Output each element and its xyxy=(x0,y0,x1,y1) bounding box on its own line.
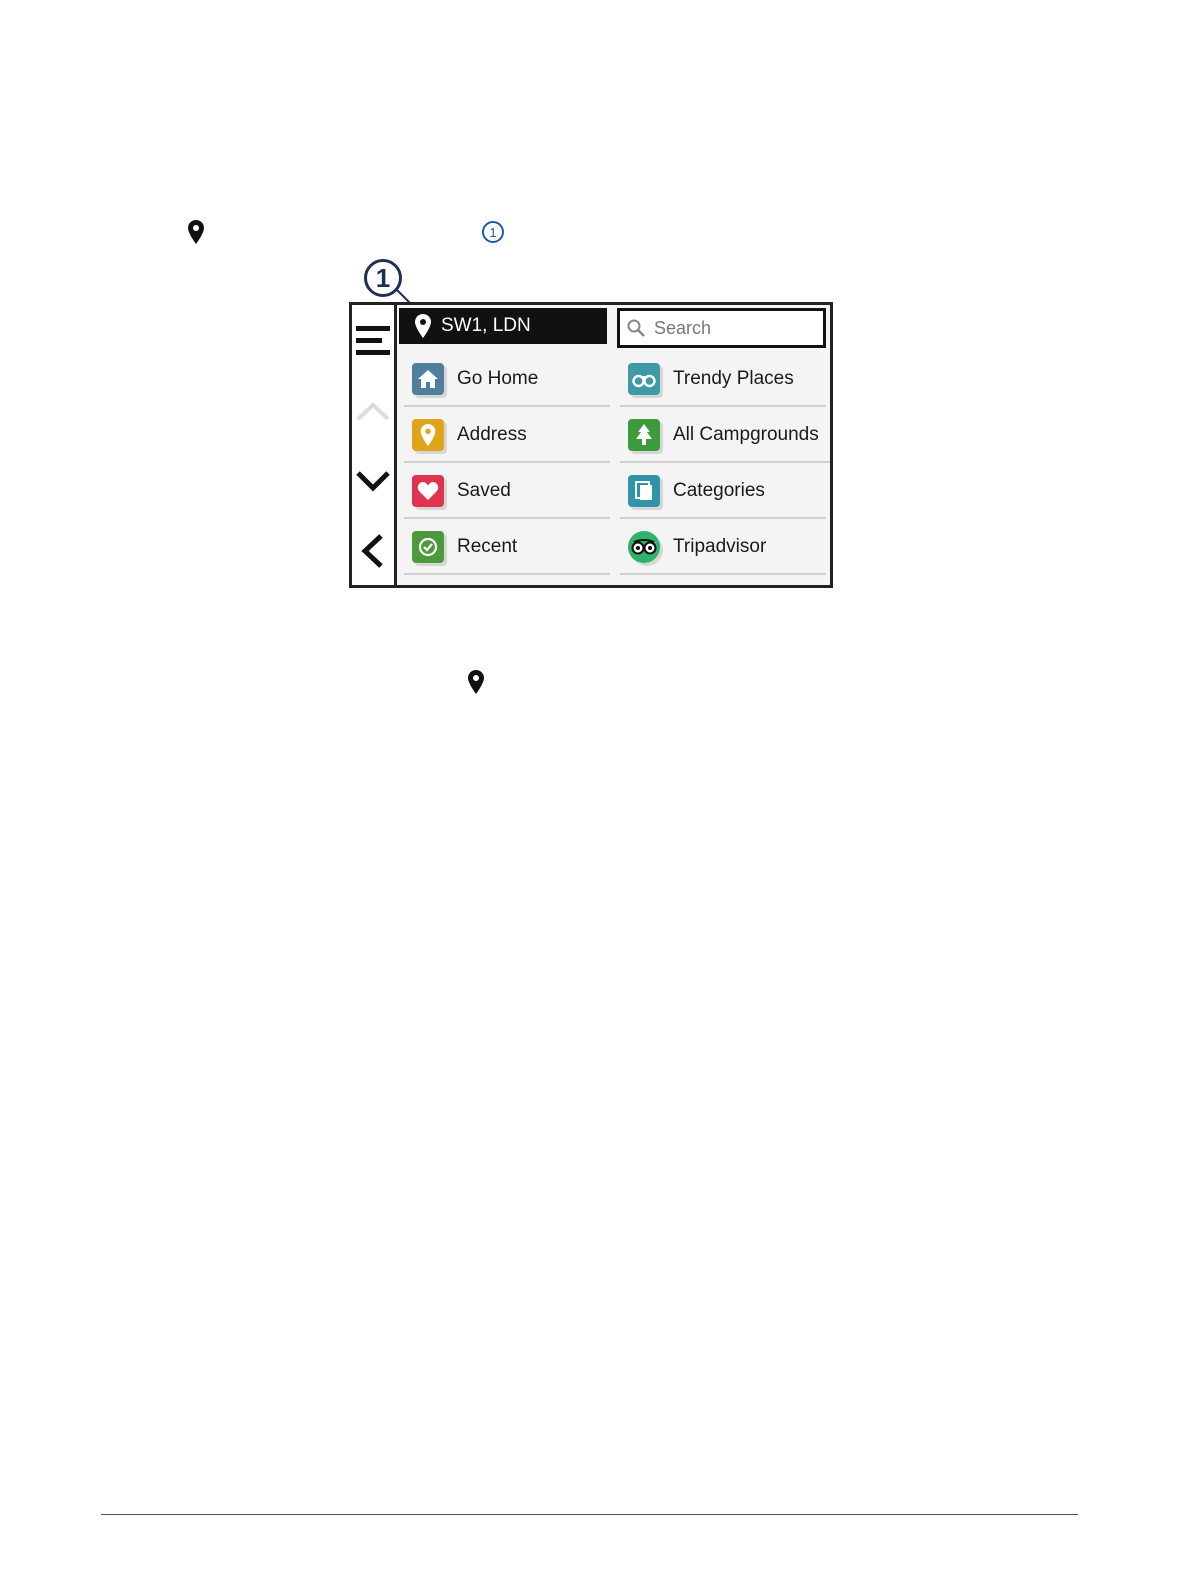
recent-icon xyxy=(412,531,444,563)
chevron-down-icon xyxy=(356,470,390,492)
go-home-button[interactable]: Go Home xyxy=(404,353,610,407)
current-location-text: SW1, LDN xyxy=(441,315,531,336)
binoculars-icon xyxy=(628,363,660,395)
scroll-up-button[interactable] xyxy=(352,397,394,425)
search-placeholder: Search xyxy=(654,317,712,338)
categories-icon xyxy=(628,475,660,507)
tripadvisor-icon xyxy=(628,531,660,563)
current-location-bar[interactable] xyxy=(399,308,607,344)
back-button[interactable] xyxy=(352,531,394,571)
address-pin-icon xyxy=(412,419,444,451)
categories-button[interactable]: Categories xyxy=(620,465,826,519)
heart-icon xyxy=(412,475,444,507)
footer-divider xyxy=(101,1514,1078,1515)
figure-callout-1: 1 xyxy=(364,259,402,297)
all-campgrounds-button[interactable]: All Campgrounds xyxy=(620,409,830,463)
saved-button[interactable]: Saved xyxy=(404,465,610,519)
location-pin-icon xyxy=(188,220,204,244)
recent-button[interactable]: Recent xyxy=(404,521,610,575)
callout-marker-inline: 1 xyxy=(482,221,504,243)
menu-icon xyxy=(356,326,390,356)
back-arrow-icon xyxy=(361,534,385,568)
device-screen xyxy=(349,302,833,588)
scroll-down-button[interactable] xyxy=(352,467,394,495)
trendy-places-button[interactable]: Trendy Places xyxy=(620,353,826,407)
address-button[interactable]: Address xyxy=(404,409,610,463)
menu-button[interactable] xyxy=(352,323,394,359)
tree-icon xyxy=(628,419,660,451)
search-icon xyxy=(626,318,646,338)
location-pin-icon xyxy=(468,670,484,694)
chevron-up-icon xyxy=(356,401,390,421)
location-pin-icon xyxy=(415,314,431,338)
home-icon xyxy=(412,363,444,395)
sidebar xyxy=(352,305,397,585)
tripadvisor-button[interactable]: Tripadvisor xyxy=(620,521,826,575)
search-input[interactable] xyxy=(617,308,826,348)
